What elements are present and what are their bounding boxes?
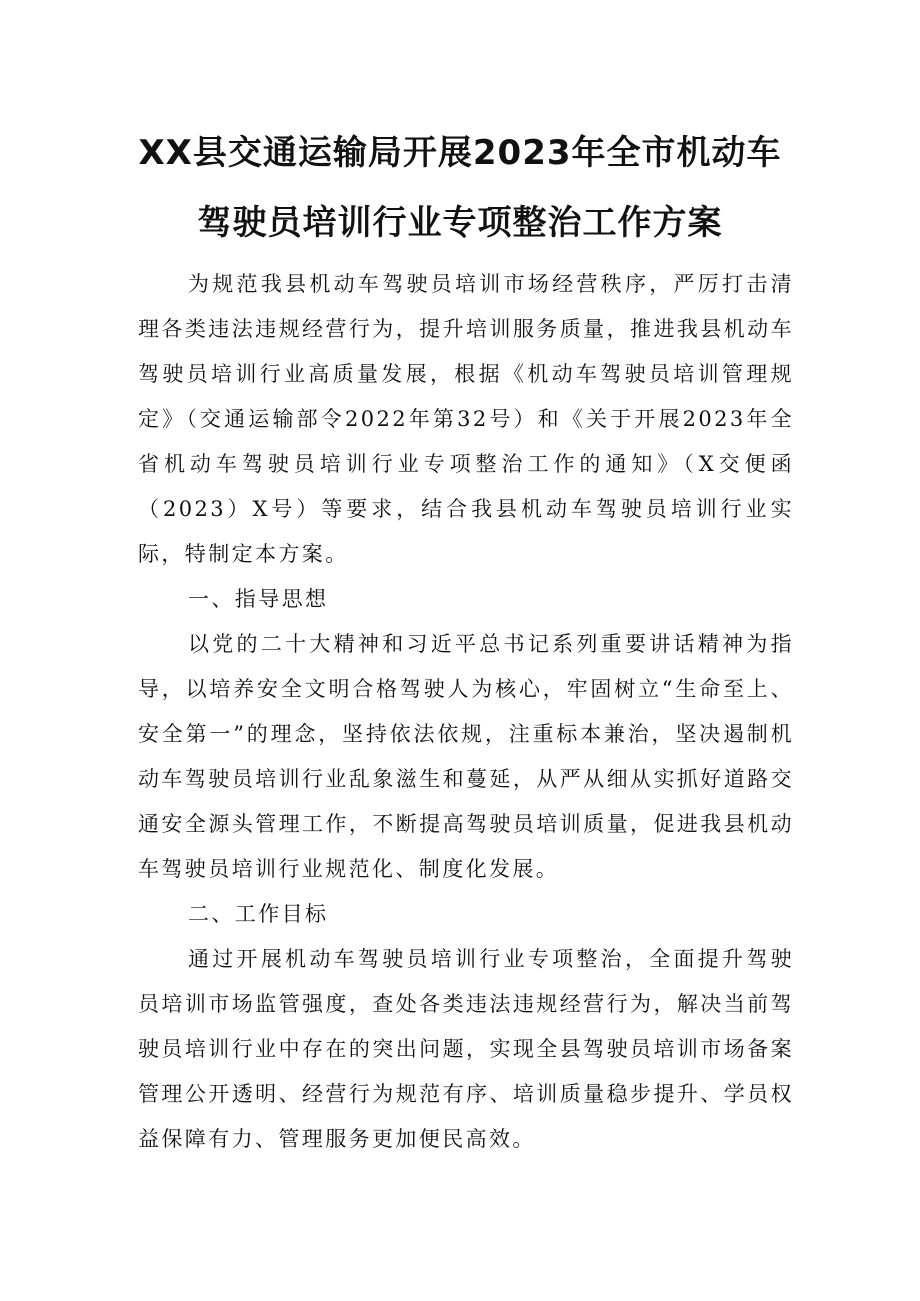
intro-paragraph: 为规范我县机动车驾驶员培训市场经营秩序，严厉打击清理各类违法违规经营行为，提升培训服务质量，推进我县机动车驾驶员培训行业高质量发展，根据《机动车驾驶员培训管理规定》（交通运输部令2022年第32号）和《关于开展2023年全省机动车驾驶员培训行业专项整治工作的通知》（X交便函（2023）X号）等要求，结合我县机动车驾驶员培训行业实际，特制定本方案。 xyxy=(138,272,794,566)
document-title-line-1: XX县交通运输局开展2023年全市机动车 xyxy=(138,133,782,173)
section-heading-work-goals: 二、工作目标 xyxy=(188,902,329,926)
document-title-line-2: 驾驶员培训行业专项整治工作方案 xyxy=(197,203,723,243)
section-body-guiding-ideology: 以党的二十大精神和习近平总书记系列重要讲话精神为指导，以培养安全文明合格驾驶人为核心，牢固树立“生命至上、安全第一”的理念，坚持依法依规，注重标本兼治，坚决遏制机动车驾驶员培训行业乱象滋生和蔓延，从严从细从实抓好道路交通安全源头管理工作，不断提高驾驶员培训质量，促进我县机动车驾驶员培训行业规范化、制度化发展。 xyxy=(138,632,794,881)
section-body-work-goals: 通过开展机动车驾驶员培训行业专项整治，全面提升驾驶员培训市场监管强度，查处各类违法违规经营行为，解决当前驾驶员培训行业中存在的突出问题，实现全县驾驶员培训市场备案管理公开透明、经营行为规范有序、培训质量稳步提升、学员权益保障有力、管理服务更加便民高效。 xyxy=(138,947,794,1151)
document-body xyxy=(138,262,794,1162)
section-heading-guiding-ideology: 一、指导思想 xyxy=(188,587,329,611)
